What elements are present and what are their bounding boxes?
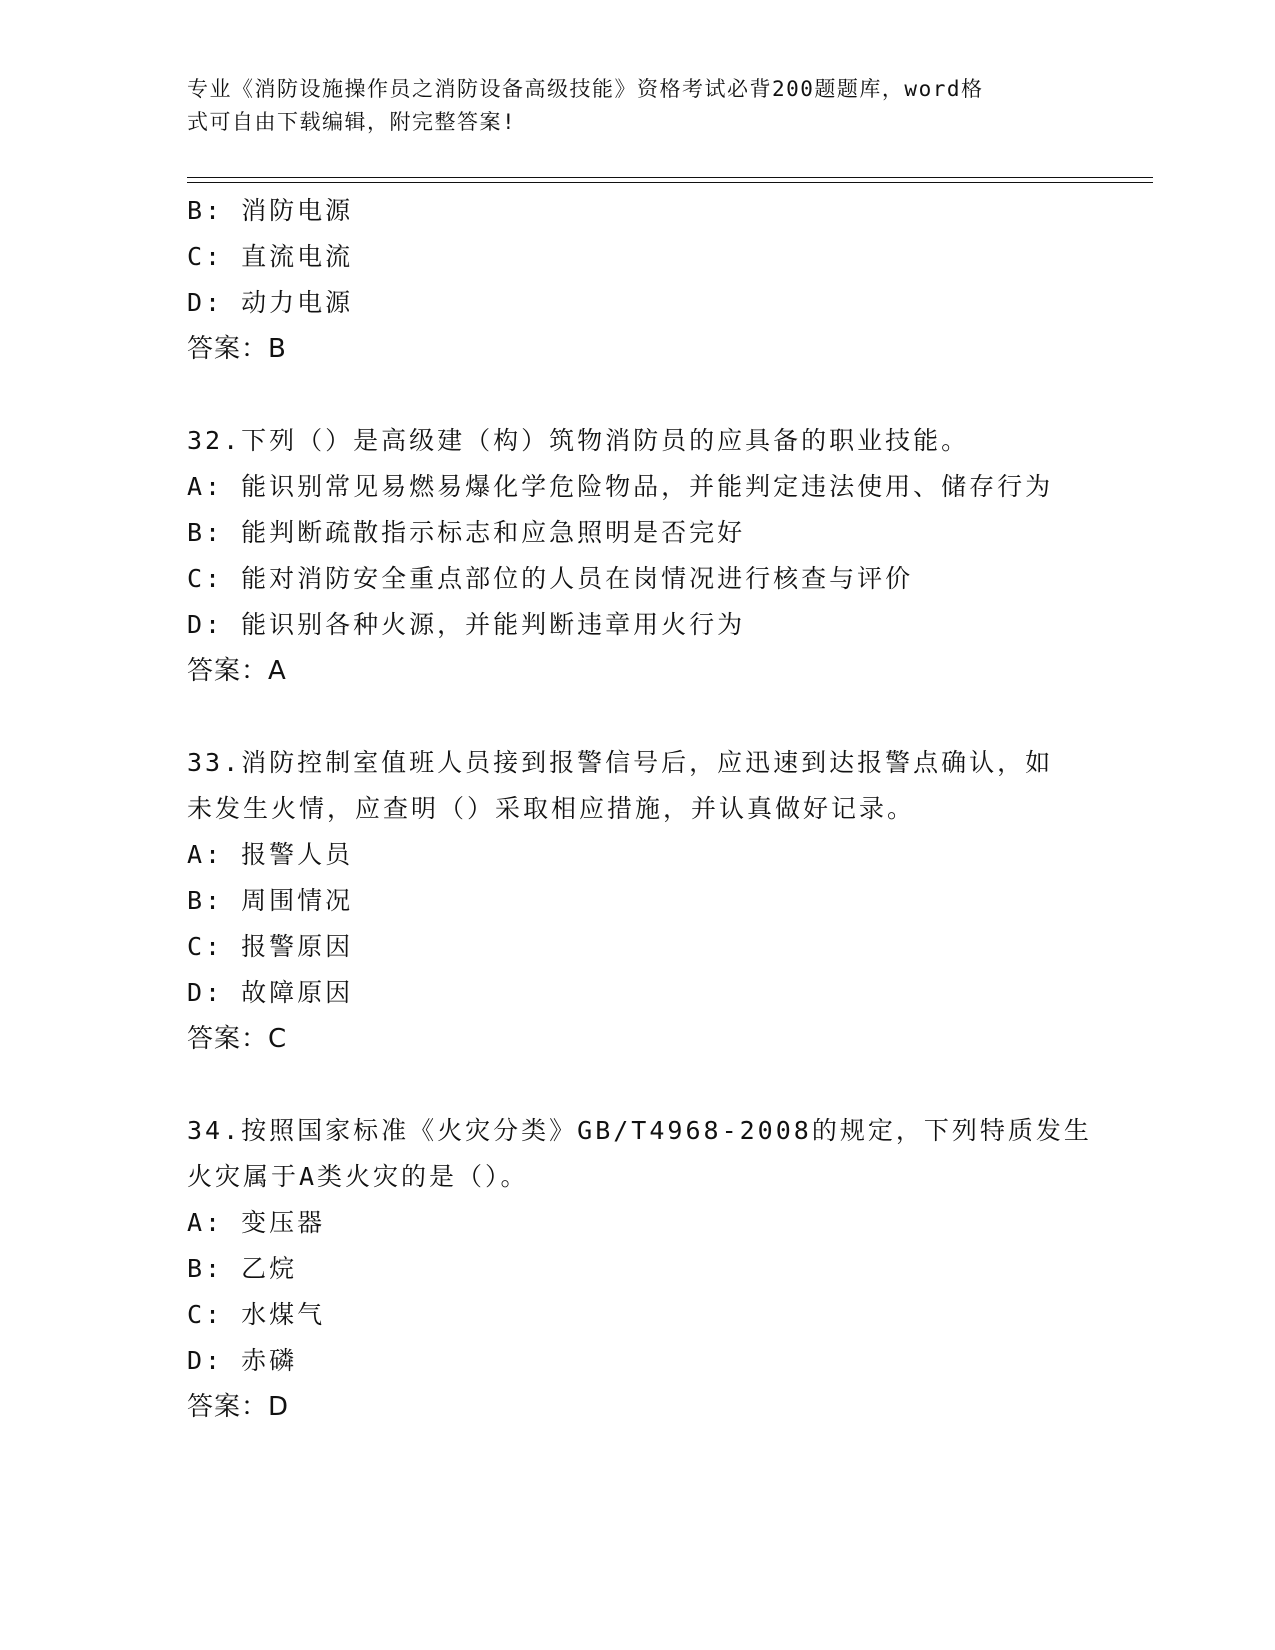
option-c: C: 水煤气 xyxy=(187,1300,326,1329)
header-rule-bottom xyxy=(187,182,1153,183)
question-stem-line-2: 火灾属于A类火灾的是（）。 xyxy=(187,1162,529,1191)
option-d: D: 能识别各种火源，并能判断违章用火行为 xyxy=(187,610,746,639)
spacer xyxy=(187,694,1087,740)
option-c: C: 能对消防安全重点部位的人员在岗情况进行核查与评价 xyxy=(187,564,914,593)
answer-line: 答案：A xyxy=(187,656,287,686)
question-33 xyxy=(187,740,1087,1062)
question-32 xyxy=(187,418,1087,694)
question-stem-line-1: 34.按照国家标准《火灾分类》GB/T4968-2008的规定，下列特质发生 xyxy=(187,1116,1092,1145)
header-line-1: 专业《消防设施操作员之消防设备高级技能》资格考试必背200题题库，word格 xyxy=(187,77,984,101)
option-d: D: 故障原因 xyxy=(187,978,354,1007)
question-stem: 32.下列（）是高级建（构）筑物消防员的应具备的职业技能。 xyxy=(187,426,970,455)
answer-line: 答案：B xyxy=(187,334,287,364)
question-31 xyxy=(187,188,1087,372)
option-a: A: 能识别常见易燃易爆化学危险物品，并能判定违法使用、储存行为 xyxy=(187,472,1054,501)
option-c: C: 直流电流 xyxy=(187,242,354,271)
option-d: D: 动力电源 xyxy=(187,288,354,317)
question-34 xyxy=(187,1108,1092,1430)
option-c: C: 报警原因 xyxy=(187,932,354,961)
option-b: B: 周围情况 xyxy=(187,886,354,915)
option-b: B: 能判断疏散指示标志和应急照明是否完好 xyxy=(187,518,746,547)
option-a: A: 报警人员 xyxy=(187,840,354,869)
question-stem-line-2: 未发生火情，应查明（）采取相应措施，并认真做好记录。 xyxy=(187,794,916,823)
question-list xyxy=(187,188,1092,1430)
option-b: B: 消防电源 xyxy=(187,196,354,225)
question-stem-line-1: 33.消防控制室值班人员接到报警信号后，应迅速到达报警点确认，如 xyxy=(187,748,1054,777)
header-line-2: 式可自由下载编辑，附完整答案! xyxy=(187,110,517,134)
option-b: B: 乙烷 xyxy=(187,1254,298,1283)
header-rule-top xyxy=(187,177,1153,178)
option-d: D: 赤磷 xyxy=(187,1346,298,1375)
answer-line: 答案：D xyxy=(187,1392,290,1422)
spacer xyxy=(187,1062,1087,1108)
answer-line: 答案：C xyxy=(187,1024,288,1054)
option-a: A: 变压器 xyxy=(187,1208,326,1237)
spacer xyxy=(187,372,1087,418)
page-header xyxy=(187,73,1067,139)
